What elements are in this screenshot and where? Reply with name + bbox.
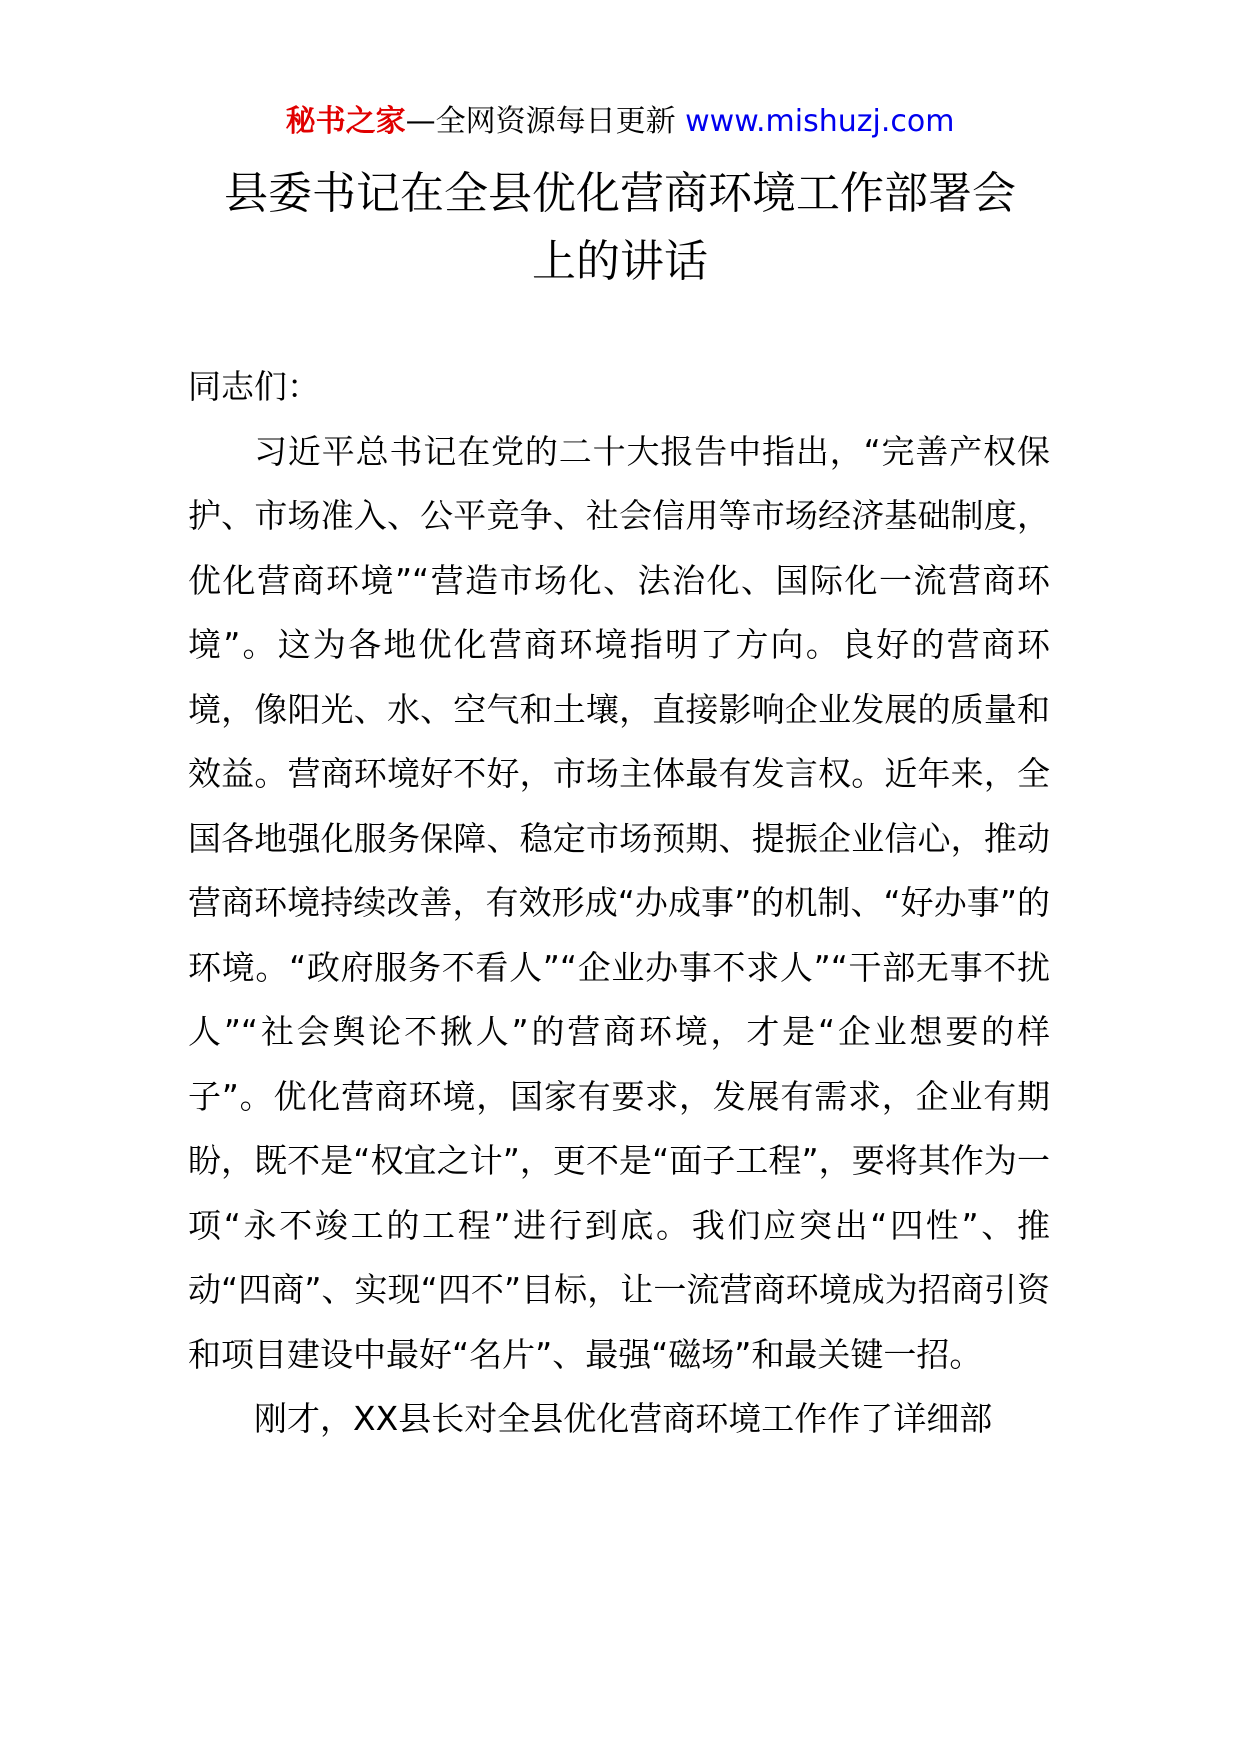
title-line-2: 上的讲话 [532, 236, 708, 287]
body-paragraph-2: 刚才，XX县长对全县优化营商环境工作作了详细部 [254, 1399, 993, 1438]
header-tagline: —全网资源每日更新 [405, 104, 686, 139]
document-title [170, 160, 1070, 296]
site-url-link[interactable]: www.mishuzj.com [685, 104, 955, 139]
brand-name: 秘书之家 [285, 104, 406, 139]
salutation: 同志们： [188, 367, 320, 406]
document-body [188, 355, 1050, 1452]
site-header [0, 100, 1240, 144]
title-line-1: 县委书记在全县优化营商环境工作部署会 [224, 168, 1016, 219]
body-paragraph-1: 习近平总书记在党的二十大报告中指出，“完善产权保护、市场准入、公平竞争、社会信用等市场经济基础制度，优化营商环境”“营造市场化、法治化、国际化一流营商环境”。这为各地优化营商环境指明了方向。良好的营商环境，像阳光、水、空气和土壤，直接影响企业发展的质量和效益。营商环境好不好，市场主体最有发言权。近年来，全国各地强化服务保障、稳定市场预期、提振企业信心，推动营商环境持续改善，有效形成“办成事”的机制、“好办事”的环境。“政府服务不看人”“企业办事不求人”“干部无事不扰人”“社会舆论不揪人”的营商环境，才是“企业想要的样子”。优化营商环境，国家有要求，发展有需求，企业有期盼，既不是“权宜之计”，更不是“面子工程”，要将其作为一项“永不竣工的工程”进行到底。我们应突出“四性”、推动“四商”、实现“四不”目标，让一流营商环境成为招商引资和项目建设中最好“名片”、最强“磁场”和最关键一招。 [188, 431, 1050, 1374]
